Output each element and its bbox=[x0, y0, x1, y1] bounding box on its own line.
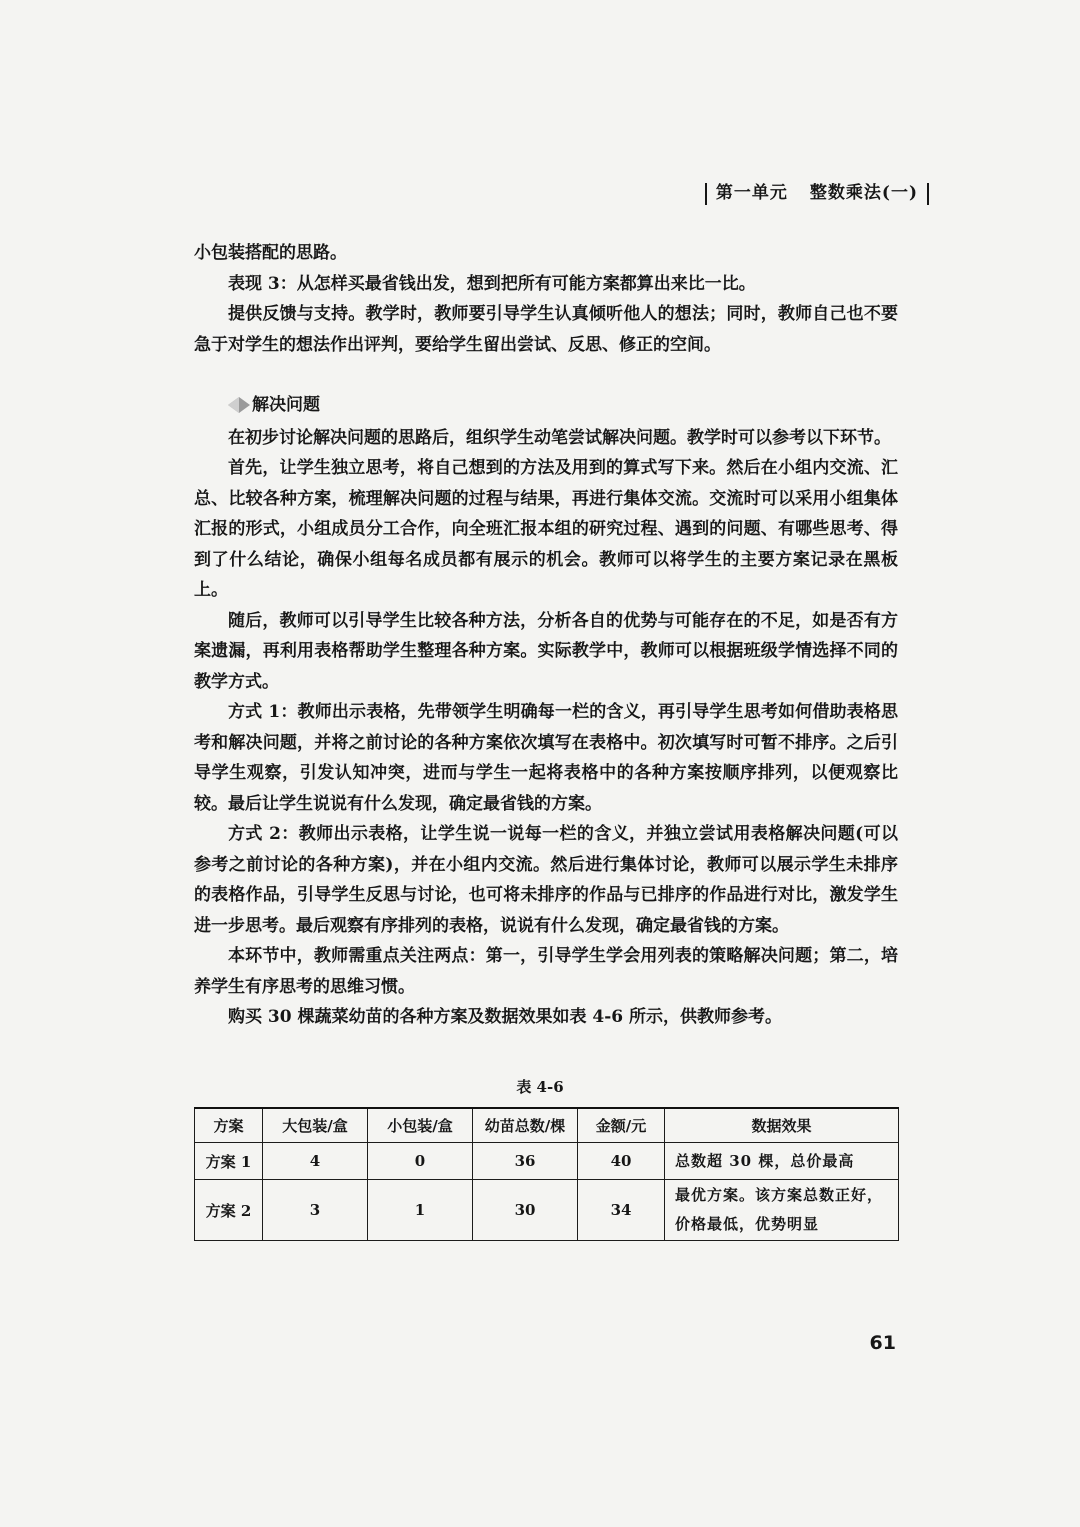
table-header-row bbox=[195, 1108, 899, 1143]
plan-table bbox=[194, 1107, 899, 1241]
table-cell: 1 bbox=[368, 1180, 473, 1241]
main-text bbox=[194, 238, 898, 1033]
table-cell: 4 bbox=[263, 1143, 368, 1180]
table-caption: 表 4-6 bbox=[516, 1078, 564, 1096]
table-row bbox=[195, 1180, 899, 1241]
header-right-rule bbox=[927, 183, 929, 205]
table-cell: 方案 2 bbox=[195, 1180, 263, 1241]
paragraph: 小包装搭配的思路。 bbox=[194, 243, 347, 263]
table-header-cell: 幼苗总数/棵 bbox=[473, 1108, 578, 1143]
table-header-cell: 数据效果 bbox=[665, 1108, 899, 1143]
table-cell: 40 bbox=[578, 1143, 665, 1180]
page-number: 61 bbox=[869, 1332, 896, 1354]
table-header-cell: 金额/元 bbox=[578, 1108, 665, 1143]
paragraph: 在初步讨论解决问题的思路后，组织学生动笔尝试解决问题。教学时可以参考以下环节。 bbox=[228, 427, 891, 448]
table-cell: 3 bbox=[263, 1180, 368, 1241]
table-header-cell: 小包装/盒 bbox=[368, 1108, 473, 1143]
table-cell: 方案 1 bbox=[195, 1143, 263, 1180]
table-cell: 36 bbox=[473, 1143, 578, 1180]
table-header-cell: 方案 bbox=[195, 1108, 263, 1143]
table-cell: 最优方案。该方案总数正好，价格最低，优势明显 bbox=[665, 1180, 899, 1241]
section-title: 解决问题 bbox=[252, 395, 320, 415]
paragraph: 本环节中，教师需重点关注两点：第一，引导学生学会用列表的策略解决问题；第二，培养学生有序思考的思维习惯。 bbox=[194, 946, 898, 997]
paragraph: 方式 1：教师出示表格，先带领学生明确每一栏的含义，再引导学生思考如何借助表格思考和解决问题，并将之前讨论的各种方案依次填写在表格中。初次填写时可暂不排序。之后引导学生观察，引发认知冲突，进而与学生一起将表格中的各种方案按顺序排列，以便观察比较。最后让学生说说有什么发现，确定最省钱的方案。 bbox=[194, 702, 898, 814]
paragraph: 方式 2：教师出示表格，让学生说一说每一栏的含义，并独立尝试用表格解决问题(可以参考之前讨论的各种方案)，并在小组内交流。然后进行集体讨论，教师可以展示学生未排序的表格作品，引导学生反思与讨论，也可将未排序的作品与已排序的作品进行对比，激发学生进一步思考。最后观察有序排列的表格，说说有什么发现，确定最省钱的方案。 bbox=[194, 824, 898, 936]
table-cell: 总数超 30 棵，总价最高 bbox=[665, 1143, 899, 1180]
table-cell: 30 bbox=[473, 1180, 578, 1241]
paragraph: 表现 3：从怎样买最省钱出发，想到把所有可能方案都算出来比一比。 bbox=[228, 273, 756, 294]
table-header-cell: 大包装/盒 bbox=[263, 1108, 368, 1143]
paragraph: 购买 30 棵蔬菜幼苗的各种方案及数据效果如表 4-6 所示，供教师参考。 bbox=[228, 1007, 783, 1027]
paragraph: 随后，教师可以引导学生比较各种方法，分析各自的优势与可能存在的不足，如是否有方案遗漏，再利用表格帮助学生整理各种方案。实际教学中，教师可以根据班级学情选择不同的教学方式。 bbox=[194, 610, 898, 692]
paragraph: 首先，让学生独立思考，将自己想到的方法及用到的算式写下来。然后在小组内交流、汇总、比较各种方案，梳理解决问题的过程与结果，再进行集体交流。交流时可以采用小组集体汇报的形式，小组成员分工合作，向全班汇报本组的研究过程、遇到的问题、有哪些思考、得到了什么结论，确保小组每名成员都有展示的机会。教师可以将学生的主要方案记录在黑板上。 bbox=[194, 458, 898, 600]
table-row bbox=[195, 1143, 899, 1180]
paragraph: 提供反馈与支持。教学时，教师要引导学生认真倾听他人的想法；同时，教师自己也不要急于对学生的想法作出评判，要给学生留出尝试、反思、修正的空间。 bbox=[194, 304, 898, 355]
header-left-rule bbox=[705, 183, 707, 205]
table-cell: 0 bbox=[368, 1143, 473, 1180]
running-header bbox=[696, 178, 938, 205]
header-title: 整数乘法(一) bbox=[809, 183, 918, 203]
diamond-icon bbox=[228, 397, 250, 413]
table-cell: 34 bbox=[578, 1180, 665, 1241]
header-unit: 第一单元 bbox=[715, 183, 788, 203]
section-heading bbox=[194, 390, 898, 421]
